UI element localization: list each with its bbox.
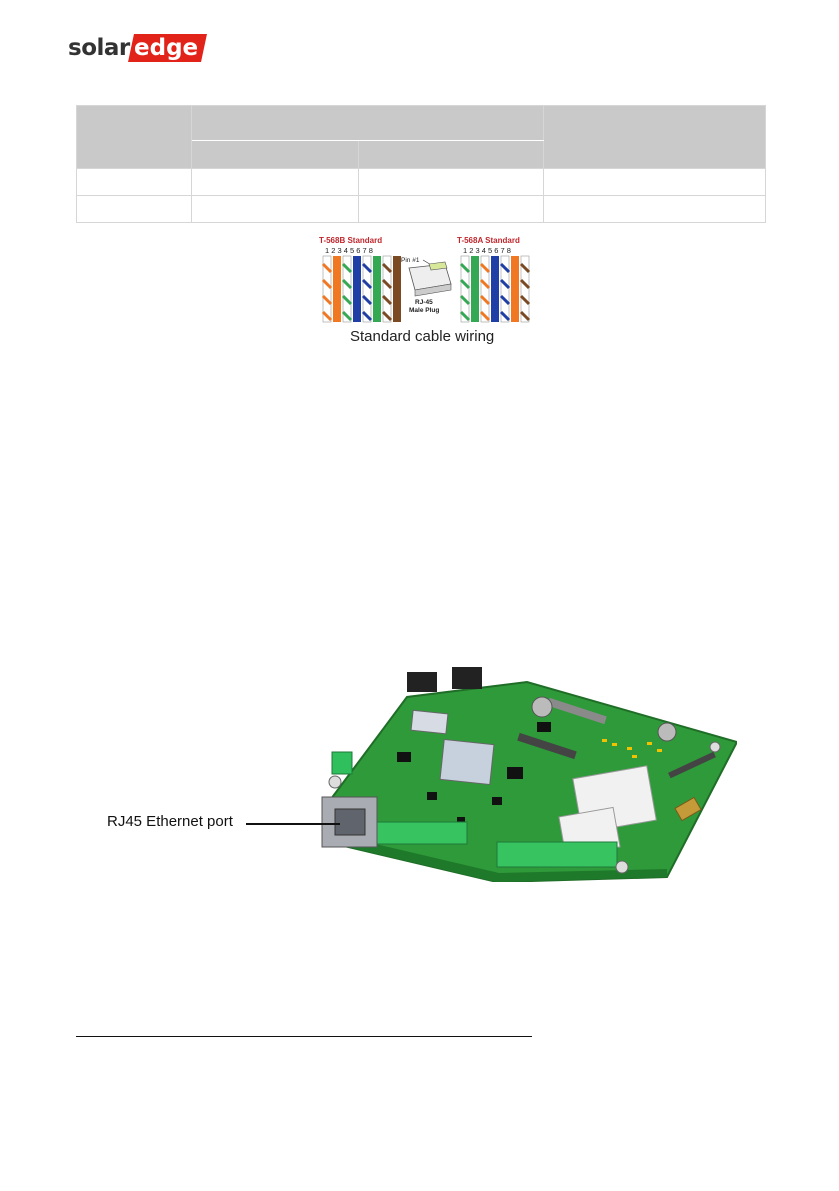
pcb-board-illustration — [107, 657, 737, 882]
table-header-cell — [359, 141, 544, 169]
t568a-title: T-568A Standard — [457, 236, 520, 245]
callout-leader-line — [246, 823, 340, 825]
table-header-cell — [77, 106, 192, 169]
logo-solar-text: solar — [68, 35, 130, 61]
cable-wiring-figure — [317, 234, 532, 346]
footnote-rule — [76, 1036, 532, 1037]
t568b-title: T-568B Standard — [319, 236, 383, 245]
table-cell — [359, 169, 544, 196]
logo-edge-text: edge — [133, 35, 198, 61]
table-cell — [77, 196, 192, 223]
table-header-row — [77, 106, 766, 141]
solaredge-logo — [68, 32, 204, 64]
rj45-port-callout: RJ45 Ethernet port — [107, 813, 233, 830]
t568a-wires — [461, 256, 529, 322]
table-header-cell — [544, 106, 766, 169]
t568b-pin-numbers: 1 2 3 4 5 6 7 8 — [325, 246, 373, 255]
pin1-label: Pin #1 — [401, 257, 420, 264]
table-cell — [192, 196, 359, 223]
table-row — [77, 169, 766, 196]
plug-label-line2: Male Plug — [409, 307, 440, 314]
plug-label-line1: RJ-45 — [415, 299, 433, 306]
cable-wiring-diagram — [317, 234, 532, 346]
table-header-cell — [192, 141, 359, 169]
logo-edge-badge — [128, 34, 207, 62]
t568a-pin-numbers: 1 2 3 4 5 6 7 8 — [463, 246, 511, 255]
table-cell — [544, 196, 766, 223]
table-cell — [77, 169, 192, 196]
rj45-plug-icon — [401, 257, 451, 314]
table-cell — [544, 169, 766, 196]
t568b-wires — [323, 256, 401, 322]
cable-spec-table — [76, 105, 766, 223]
table-row — [77, 196, 766, 223]
wiring-caption: Standard cable wiring — [350, 328, 495, 345]
table-header-cell — [192, 106, 544, 141]
communication-board-figure — [107, 657, 737, 882]
table-cell — [359, 196, 544, 223]
table-cell — [192, 169, 359, 196]
